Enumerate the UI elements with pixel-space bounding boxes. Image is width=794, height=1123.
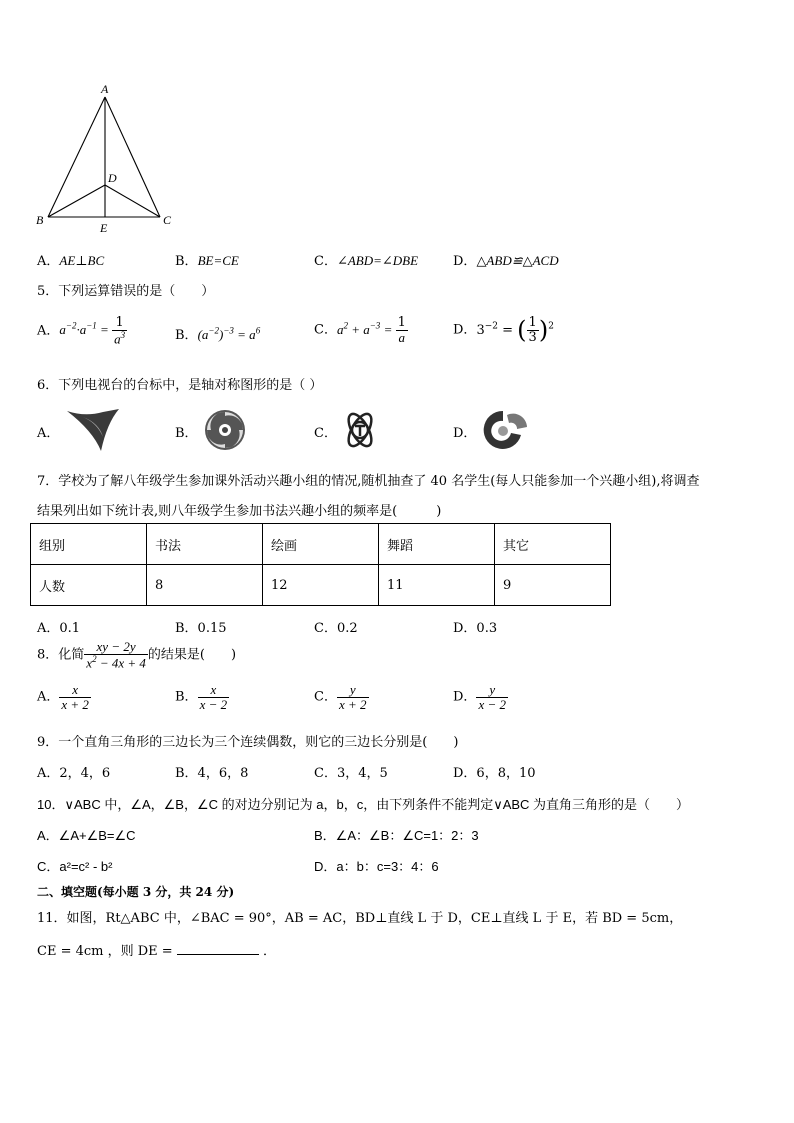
- q10-stem: 10．∨ABC 中，∠A，∠B，∠C 的对边分别记为 a，b，c，由下列条件不能判定∨ABC 为直角三角形的是（ ）: [37, 797, 690, 812]
- q4-option-d: D．△ABD≌△ACD: [453, 253, 559, 269]
- q9-option-c: C．3，4，5: [314, 766, 388, 781]
- tv-logo-c-icon: [340, 407, 380, 453]
- q4-option-a: A．AE⊥BC: [37, 253, 105, 269]
- table-cell: 12: [263, 565, 379, 606]
- table-cell: 组别: [31, 524, 147, 565]
- q8-stem: 8．化简 $\frac{xy - 2y}{x^2 - 4x + 4}$ 的结果是( ): [37, 639, 237, 670]
- frequency-table: [30, 523, 611, 606]
- table-row: [31, 565, 611, 606]
- q8-option-d: D． $\frac{y}{x - 2}$: [453, 682, 506, 712]
- q11-line2: CE = 4cm ，则 DE = ．: [37, 944, 276, 959]
- table-cell: 8: [147, 565, 263, 606]
- q5-stem: 5．下列运算错误的是（ ）: [37, 284, 215, 299]
- label-C: C: [163, 213, 172, 227]
- q7-option-b: B．0.15: [175, 621, 227, 636]
- q9-option-d: D．6，8，10: [453, 766, 536, 781]
- q7-option-d: D．0.3: [453, 621, 498, 636]
- table-row: [31, 524, 611, 565]
- q5-option-d: D．$3^{-2}$ = ( $\frac{1}{3}$ )$^2$: [453, 315, 554, 345]
- label-A: A: [101, 82, 109, 96]
- q4-option-c: C．∠ABD=∠DBE: [314, 253, 419, 269]
- triangle-figure: [30, 80, 190, 240]
- table-cell: 书法: [147, 524, 263, 565]
- table-cell: 9: [495, 565, 611, 606]
- tv-logo-d-icon: [477, 407, 529, 449]
- q5-option-a: A．$a^{-2}\cdot a^{-1}$ = $\frac{1}{a^3}$: [37, 315, 126, 346]
- q9-stem: 9．一个直角三角形的三边长为三个连续偶数，则它的三边长分别是( ): [37, 735, 459, 750]
- table-cell: 11: [379, 565, 495, 606]
- q5-option-c: C．$a^2 + a^{-3}$ = $\frac{1}{a}$: [314, 315, 406, 345]
- answer-blank[interactable]: [177, 942, 259, 955]
- label-B: B: [36, 213, 44, 227]
- q8-option-a: A． $\frac{x}{x + 2}$: [37, 682, 89, 712]
- q6-stem: 6．下列电视台的台标中，是轴对称图形的是（ ）: [37, 378, 323, 393]
- q7-stem-line2: 结果列出如下统计表,则八年级学生参加书法兴趣小组的频率是( ): [37, 504, 442, 519]
- table-cell: 舞蹈: [379, 524, 495, 565]
- q8-option-c: C． $\frac{y}{x + 2}$: [314, 682, 367, 712]
- q7-stem-line1: 7．学校为了解八年级学生参加课外活动兴趣小组的情况,随机抽查了 40 名学生(每人只能参加一个兴趣小组),将调查: [37, 474, 700, 489]
- q7-option-c: C．0.2: [314, 621, 358, 636]
- section-heading: 二、填空题(每小题 3 分，共 24 分): [37, 885, 235, 899]
- q6-option-a: A．: [37, 426, 60, 441]
- q6-option-c: C．: [314, 426, 337, 441]
- table-cell: 绘画: [263, 524, 379, 565]
- label-E: E: [100, 221, 108, 235]
- q10-option-c: C．a²=c² - b²: [37, 859, 113, 874]
- label-D: D: [108, 171, 117, 185]
- table-cell: 人数: [31, 565, 147, 606]
- q7-option-a: A．0.1: [37, 621, 81, 636]
- q9-option-a: A．2，4，6: [37, 766, 111, 781]
- q10-option-a: A．∠A+∠B=∠C: [37, 828, 136, 843]
- tv-logo-b-icon: [202, 407, 248, 453]
- q10-option-d: D．a：b：c=3：4：6: [314, 859, 439, 874]
- q4-option-b: B．BE=CE: [175, 253, 239, 269]
- q6-option-b: B．: [175, 426, 198, 441]
- q8-option-b: B． $\frac{x}{x - 2}$: [175, 682, 228, 712]
- q5-option-b: B．$(a^{-2})^{-3} = a^6$: [175, 325, 261, 343]
- tv-logo-a-icon: [63, 407, 123, 453]
- q10-option-b: B．∠A：∠B：∠C=1：2：3: [314, 828, 479, 843]
- q6-option-d: D．: [453, 426, 477, 441]
- q11-line1: 11．如图，Rt△ABC 中，∠BAC = 90°，AB = AC，BD⊥直线 L 于 D，CE⊥直线 L 于 E，若 BD = 5cm，: [37, 911, 683, 926]
- table-cell: 其它: [495, 524, 611, 565]
- q9-option-b: B．4，6，8: [175, 766, 249, 781]
